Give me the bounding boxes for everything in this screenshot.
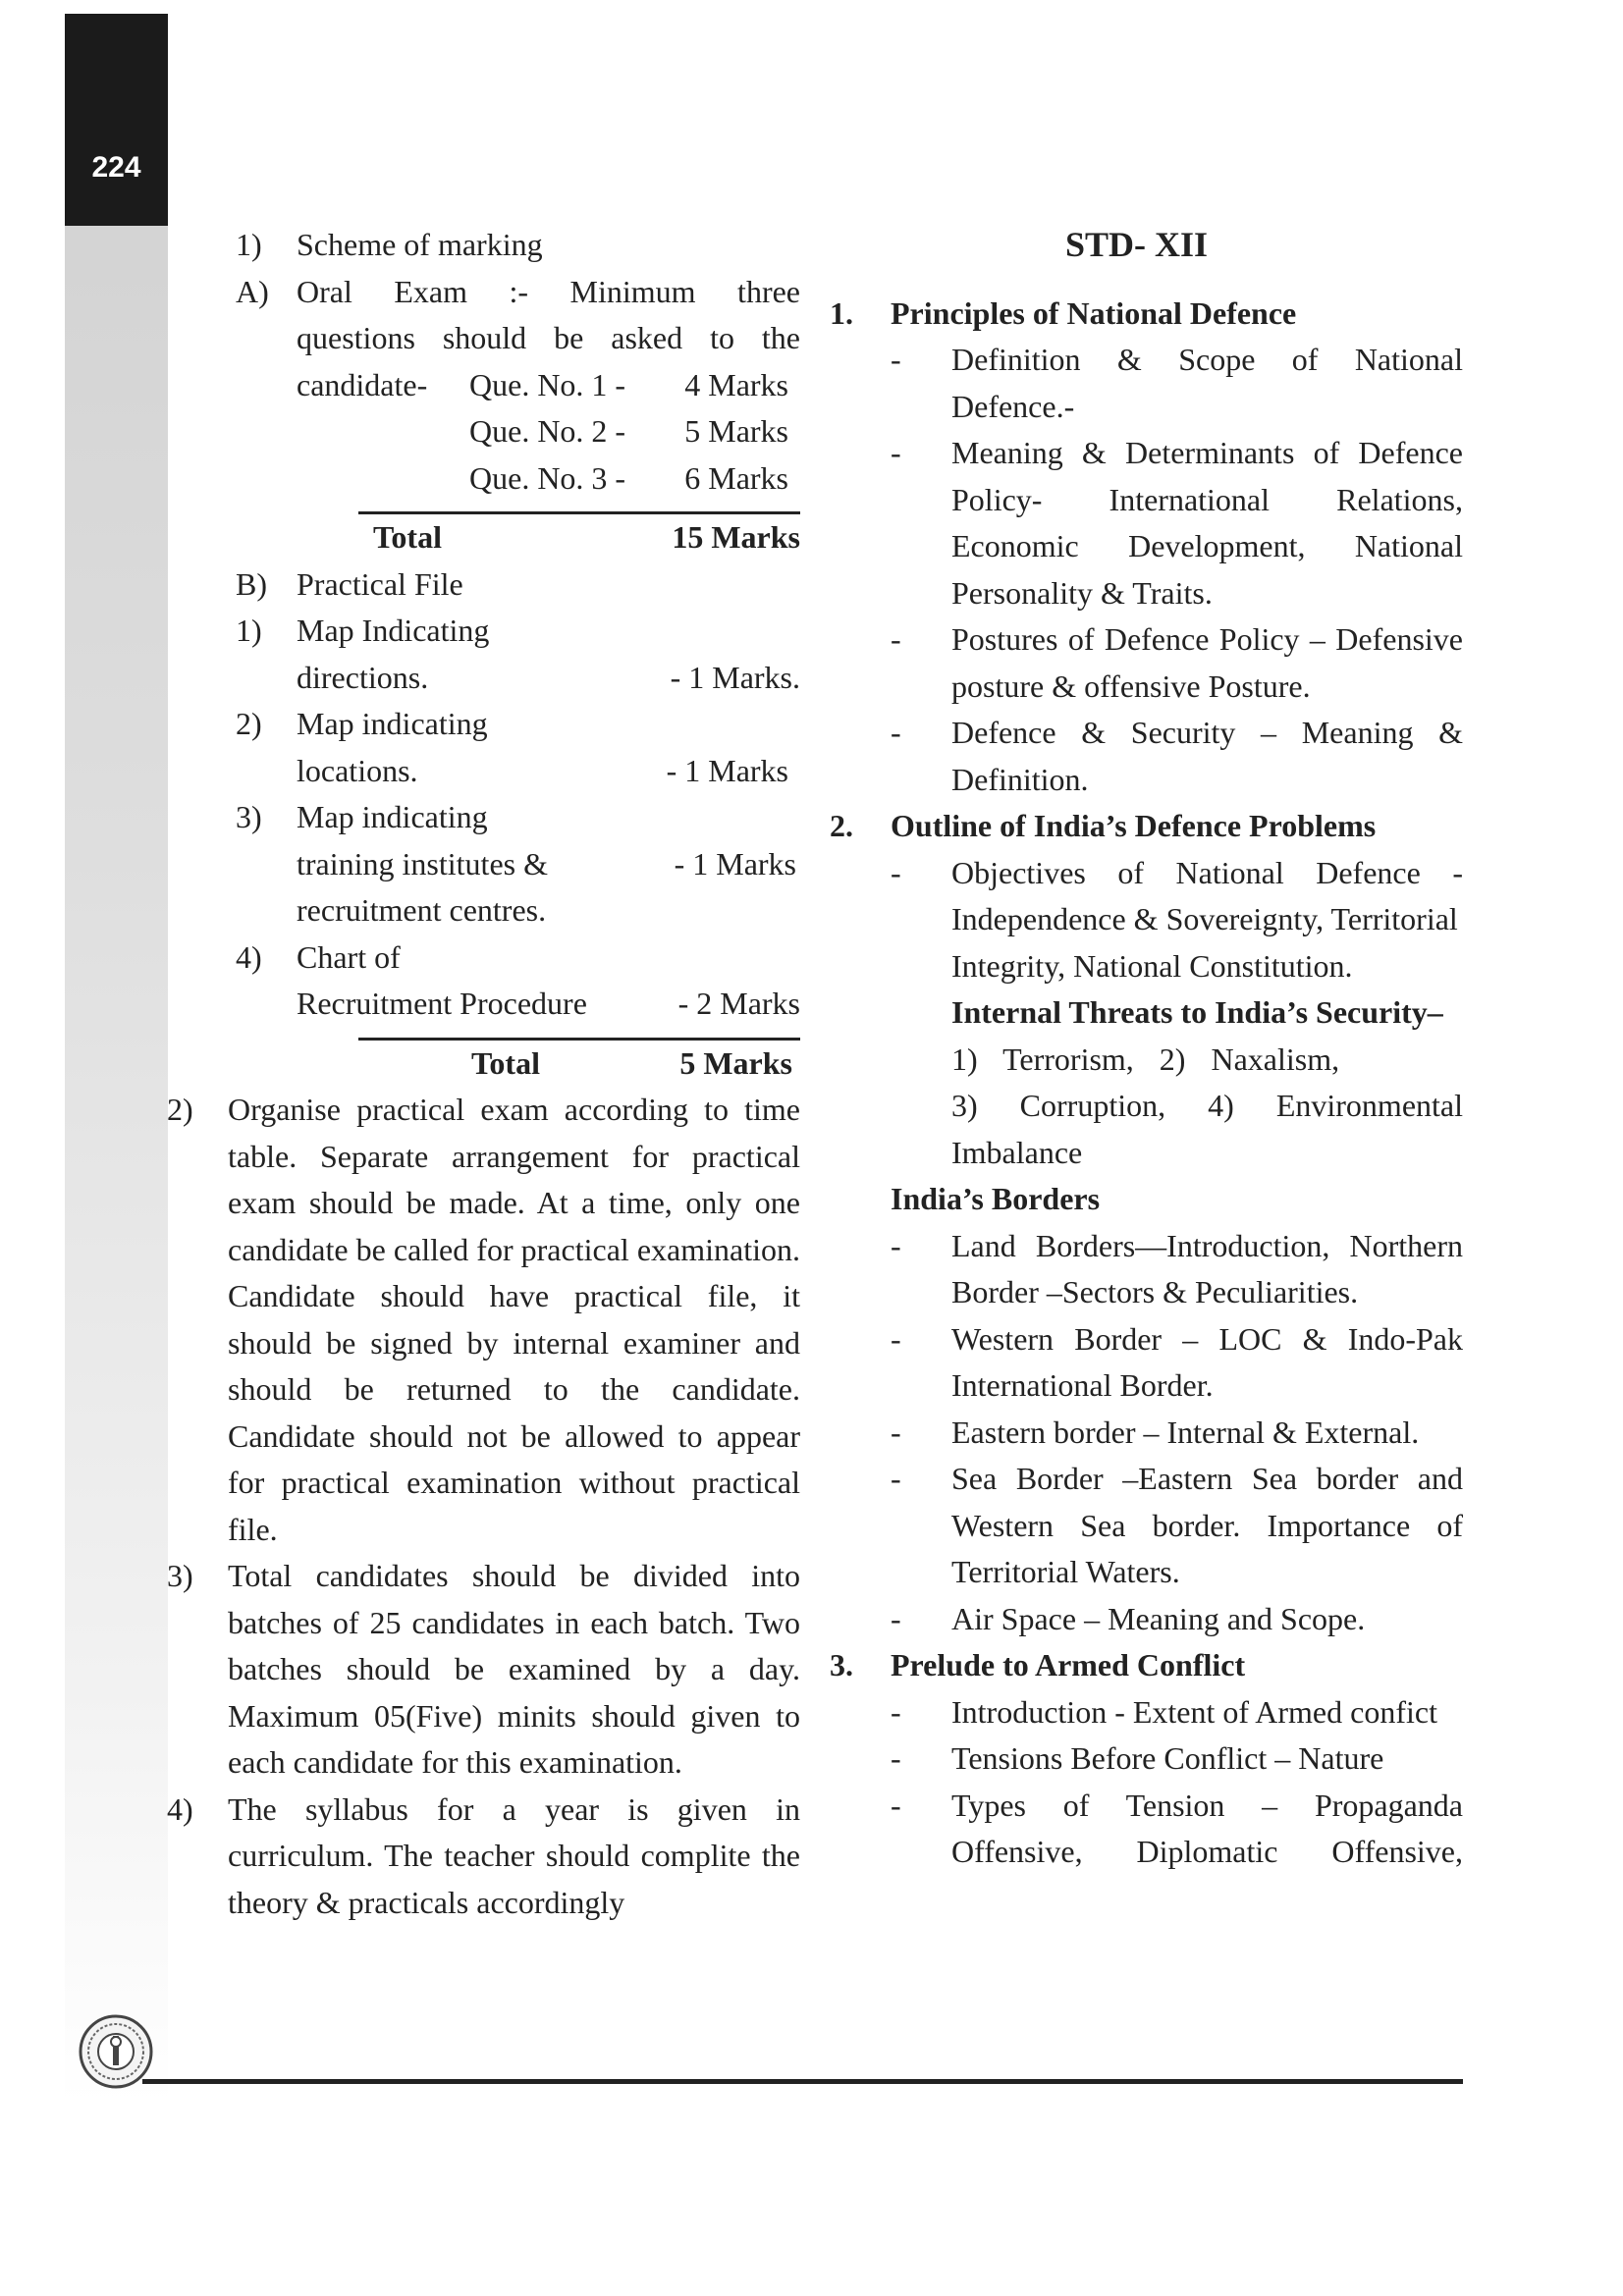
instruction-point: 2) Organise practical exam according to time table. Separate arrangement for practical exam should be made. At a time, only one candidate be called for practical examination. Candidate should have practical file, it should be signed by internal examiner and should be returned to the candidate. Candidate should not be allowed to appear for practical examination without practical file. [167, 1092, 800, 1547]
border-item: - Sea Border –Eastern Sea border and Western Sea border. Importance of Territorial Waters. [891, 1461, 1463, 1589]
page-number: 224 [91, 151, 141, 184]
scheme-heading: 1) Scheme of marking [236, 227, 543, 262]
section-item: - Definition & Scope of National Defence.- [891, 342, 1463, 424]
border-item: - Eastern border – Internal & External. [891, 1414, 1420, 1450]
section-item: - Postures of Defence Policy – Defensive posture & offensive Posture. [891, 621, 1463, 704]
section-item: - Types of Tension – Propaganda Offensive, Diplomatic Offensive, [891, 1787, 1463, 1869]
threats-line: 3) Corruption, 4) Environmental Imbalance [951, 1088, 1463, 1170]
page-number-tab [65, 14, 168, 226]
border-item: - Western Border – LOC & Indo-Pak International Border. [891, 1320, 1463, 1403]
border-item: - Land Borders—Introduction, Northern Border –Sectors & Peculiarities. [891, 1227, 1463, 1309]
side-margin-bar [65, 14, 168, 2105]
file-item: 2) Map indicating locations. - 1 Marks [236, 706, 788, 788]
border-item: - Air Space – Meaning and Scope. [891, 1600, 1366, 1636]
section-3: 3. Prelude to Armed Conflict [830, 1647, 1246, 1682]
section-item: - Introduction - Extent of Armed confict [891, 1693, 1437, 1730]
instruction-point: 4) The syllabus for a year is given in curriculum. The teacher should complite the theory & practicals accordingly [167, 1790, 800, 1920]
std-title: STD- XII [1064, 225, 1209, 264]
practical-file-heading: B) Practical File [236, 565, 463, 602]
section-1: 1. Principles of National Defence [830, 294, 1297, 331]
section-item-continued: Integrity, National Constitution. [951, 947, 1353, 984]
borders-heading: India’s Borders [891, 1181, 1101, 1216]
file-item: 1) Map Indicating directions. - 1 Marks. [236, 613, 800, 695]
threats-line: 1) Terrorism, 2) Naxalism, [951, 1041, 1340, 1077]
section-item: - Tensions Before Conflict – Nature [891, 1740, 1384, 1776]
oral-exam-item: A) Oral Exam :- Minimum three questions should be asked to the candidate- Que. No. 1 - 4 Marks Que. No. 2 - 5 Marks Que. No. 3 - 6 Marks [236, 273, 800, 496]
internal-threats-heading: Internal Threats to India’s Security– [951, 994, 1443, 1030]
total-oral: Total 15 Marks [373, 519, 800, 555]
section-item: - Meaning & Determinants of Defence Policy- International Relations, Economic Development, National Personality & Traits. [891, 435, 1463, 611]
section-2: 2. Outline of India’s Defence Problems [830, 808, 1377, 843]
file-item: 4) Chart of Recruitment Procedure - 2 Marks [236, 938, 800, 1021]
right-column [830, 222, 1463, 1876]
section-item: - Objectives of National Defence - Independence & Sovereignty, Territorial [891, 854, 1463, 936]
total-practical: Total 5 Marks [471, 1044, 792, 1081]
bottom-rule [142, 2079, 1463, 2084]
file-item: 3) Map indicating training institutes & - 1 Marks recruitment centres. [236, 799, 796, 928]
instruction-point: 3) Total candidates should be divided into batches of 25 candidates in each batch. Two batches should be examined by a day. Maximum 05(Five) minits should given to each candidate for this examination. [167, 1558, 800, 1780]
section-item: - Defence & Security – Meaning & Definition. [891, 715, 1463, 797]
left-column [167, 222, 800, 1926]
